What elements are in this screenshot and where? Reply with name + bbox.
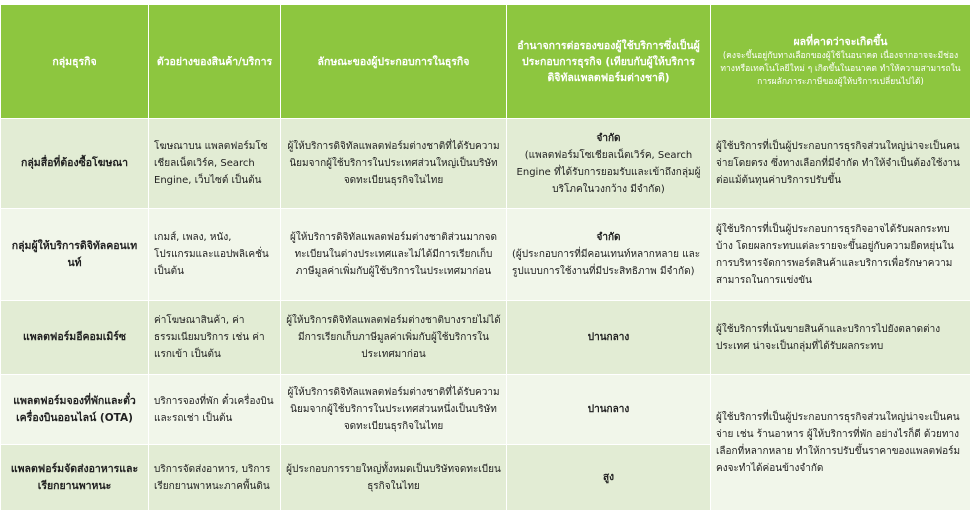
row-bargaining [507, 119, 711, 209]
row-characteristics: ผู้ให้บริการดิจิทัลแพลตฟอร์มต่างชาติบางรายไม่ได้มีการเรียกเก็บภาษีมูลค่าเพิ่มกับผู้ใช้บริการในประเทศมาก่อน [281, 301, 507, 375]
comparison-table [0, 4, 970, 511]
row-impact: ผู้ใช้บริการที่เป็นผู้ประกอบการธุรกิจอาจได้รับผลกระทบบ้าง โดยผลกระทบแต่ละรายจะขึ้นอยู่กับความยืดหยุ่นในการบริหารจัดการพอร์ตสินค้าและบริการเพื่อรักษาความสามารถในการแข่งขัน [711, 209, 970, 301]
table-row [1, 301, 970, 375]
row-examples: โฆษณาบน แพลตฟอร์มโซเชียลเน็ตเวิร์ค, Search Engine, เว็บไซต์ เป็นต้น [149, 119, 281, 209]
row-characteristics: ผู้ให้บริการดิจิทัลแพลตฟอร์มต่างชาติส่วนมากจดทะเบียนในต่างประเทศและไม่ได้มีการเรียกเก็บภาษีมูลค่าเพิ่มกับผู้ใช้บริการในประเทศมาก่อน [281, 209, 507, 301]
header-impact [711, 5, 970, 119]
row-examples: ค่าโฆษณาสินค้า, ค่าธรรมเนียมบริการ เช่น ค่าแรกเข้า เป็นต้น [149, 301, 281, 375]
row-bargaining: ปานกลาง [507, 301, 711, 375]
header-row [1, 5, 970, 119]
header-impact-note: (คงจะขึ้นอยู่กับทางเลือกของผู้ใช้ในอนาคต เนื่องจากอาจจะมีช่องทางหรือเทคโนโลยีใหม่ ๆ เกิดขึ้นในอนาคต ทำให้ความสามารถในการผลักภาระภาษีของผู้ให้บริการเปลี่ยนไปได้) [720, 51, 961, 87]
row-impact: ผู้ใช้บริการที่เป็นผู้ประกอบการธุรกิจส่วนใหญ่น่าจะเป็นคนจ่ายโดยตรง ซึ่งทางเลือกที่มีจำกัด ทำให้จำเป็นต้องใช้งานต่อแม้ต้นทุนค่าบริการปรับขึ้น [711, 119, 970, 209]
row-impact: ผู้ใช้บริการที่เป็นผู้ประกอบการธุรกิจส่วนใหญ่น่าจะเป็นคนจ่าย เช่น ร้านอาหาร ผู้ให้บริการที่พัก อย่างไรก็ดี ด้วยทางเลือกที่หลากหลาย ทำให้การปรับขึ้นราคาของแพลตฟอร์ม คงจะทำได้ค่อนข้างจำกัด [711, 375, 970, 511]
row-impact: ผู้ใช้บริการที่เน้นขายสินค้าและบริการไปยังตลาดต่างประเทศ น่าจะเป็นกลุ่มที่ได้รับผลกระทบ [711, 301, 970, 375]
row-bargaining: ปานกลาง [507, 375, 711, 445]
row-examples: บริการจองที่พัก ตั๋วเครื่องบิน และรถเช่า เป็นต้น [149, 375, 281, 445]
row-group: กลุ่มผู้ให้บริการดิจิทัลคอนเทนท์ [1, 209, 149, 301]
table-row [1, 375, 970, 445]
row-examples: บริการจัดส่งอาหาร, บริการเรียกยานพาหนะภาคพื้นดิน [149, 445, 281, 511]
bargaining-detail: (แพลตฟอร์มโซเชียลเน็ตเวิร์ค, Search Engine ที่ได้รับการยอมรับและเข้าถึงกลุ่มผู้บริโภคในวงกว้าง มีจำกัด) [516, 149, 701, 195]
row-characteristics: ผู้ให้บริการดิจิทัลแพลตฟอร์มต่างชาติที่ได้รับความนิยมจากผู้ใช้บริการในประเทศส่วนใหญ่เป็นบริษัทจดทะเบียนธุรกิจในไทย [281, 119, 507, 209]
bargaining-level: จำกัด [596, 232, 621, 243]
bargaining-detail: (ผู้ประกอบการที่มีคอนเทนท์หลากหลาย และรูปแบบการใช้งานที่มีประสิทธิภาพ มีจำกัด) [512, 249, 701, 277]
bargaining-level: จำกัด [596, 132, 621, 144]
row-examples: เกมส์, เพลง, หนัง, โปรแกรมและแอปพลิเคชั่น เป็นต้น [149, 209, 281, 301]
row-bargaining [507, 209, 711, 301]
header-characteristics: ลักษณะของผู้ประกอบการในธุรกิจ [281, 5, 507, 119]
row-group: กลุ่มสื่อที่ต้องซื้อโฆษณา [1, 119, 149, 209]
header-group: กลุ่มธุรกิจ [1, 5, 149, 119]
header-impact-title: ผลที่คาดว่าจะเกิดขึ้น [793, 36, 888, 48]
table-row [1, 209, 970, 301]
row-group: แพลตฟอร์มจองที่พักและตั๋วเครื่องบินออนไลน์ (OTA) [1, 375, 149, 445]
row-group: แพลตฟอร์มจัดส่งอาหารและเรียกยานพาหนะ [1, 445, 149, 511]
header-examples: ตัวอย่างของสินค้า/บริการ [149, 5, 281, 119]
row-characteristics: ผู้ประกอบการรายใหญ่ทั้งหมดเป็นบริษัทจดทะเบียนธุรกิจในไทย [281, 445, 507, 511]
header-bargaining: อำนาจการต่อรองของผู้ใช้บริการซึ่งเป็นผู้ประกอบการธุรกิจ (เทียบกับผู้ให้บริการดิจิทัลแพลตฟอร์มต่างชาติ) [507, 5, 711, 119]
row-characteristics: ผู้ให้บริการดิจิทัลแพลตฟอร์มต่างชาติที่ได้รับความนิยมจากผู้ใช้บริการในประเทศส่วนหนึ่งเป็นบริษัทจดทะเบียนธุรกิจในไทย [281, 375, 507, 445]
table-row [1, 119, 970, 209]
row-bargaining: สูง [507, 445, 711, 511]
row-group: แพลตฟอร์มอีคอมเมิร์ซ [1, 301, 149, 375]
